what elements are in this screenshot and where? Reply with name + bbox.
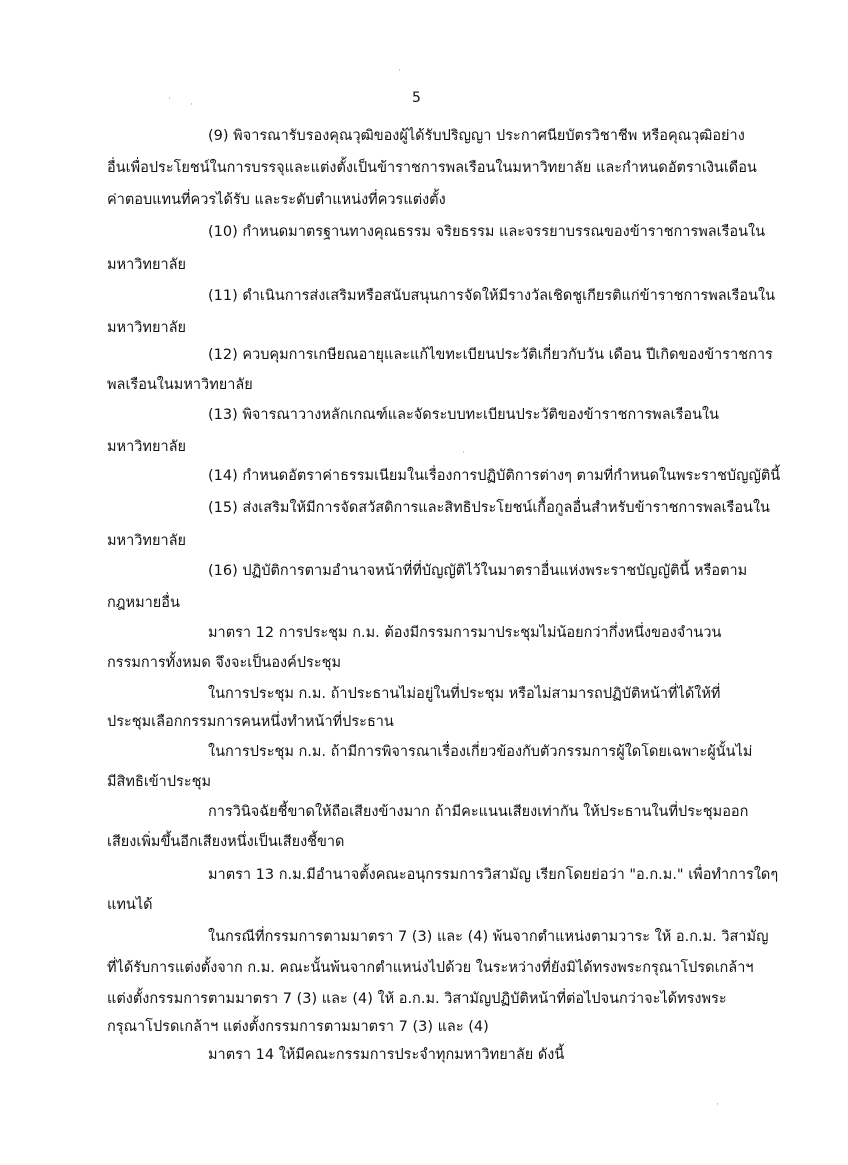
text-line: (16) ปฏิบัติการตามอำนาจหน้าที่ที่บัญญัติไว้ในมาตราอื่นแห่งพระราชบัญญัตินี้ หรือตาม [208,563,748,579]
text-line: มาตรา 13 ก.ม.มีอำนาจตั้งคณะอนุกรรมการวิสามัญ เรียกโดยย่อว่า "อ.ก.ม." เพื่อทำการใดๆ [208,867,779,883]
scan-speck: · [190,100,193,110]
scan-speck: · [462,448,465,458]
text-line: ที่ได้รับการแต่งตั้งจาก ก.ม. คณะนั้นพ้นจากตำแหน่งไปด้วย ในระหว่างที่ยังมิได้ทรงพระกรุณาโปรดเกล้าฯ [107,960,754,976]
text-line: มหาวิทยาลัย [107,257,186,273]
text-line: (12) ควบคุมการเกษียณอายุและแก้ไขทะเบียนประวัติเกี่ยวกับวัน เดือน ปีเกิดของข้าราชการ [208,347,773,363]
text-line: ในกรณีที่กรรมการตามมาตรา 7 (3) และ (4) พ้นจากตำแหน่งตามวาระ ให้ อ.ก.ม. วิสามัญ [208,929,769,945]
text-line: มาตรา 14 ให้มีคณะกรรมการประจำทุกมหาวิทยาลัย ดังนี้ [208,1047,565,1063]
text-line: ในการประชุม ก.ม. ถ้าประธานไม่อยู่ในที่ประชุม หรือไม่สามารถปฏิบัติหน้าที่ได้ให้ที่ [208,686,721,702]
text-line: ในการประชุม ก.ม. ถ้ามีการพิจารณาเรื่องเกี่ยวข้องกับตัวกรรมการผู้ใดโดยเฉพาะผู้นั้นไม่ [208,744,753,760]
text-line: (10) กำหนดมาตรฐานทางคุณธรรม จริยธรรม และจรรยาบรรณของข้าราชการพลเรือนใน [208,224,766,240]
text-line: แทนได้ [107,897,153,913]
text-line: (9) พิจารณารับรองคุณวุฒิของผู้ได้รับปริญญา ประกาศนียบัตรวิชาชีพ หรือคุณวุฒิอย่าง [208,128,745,144]
text-line: (13) พิจารณาวางหลักเกณฑ์และจัดระบบทะเบียนประวัติของข้าราชการพลเรือนใน [208,407,719,423]
text-line: (14) กำหนดอัตราค่าธรรมเนียมในเรื่องการปฏิบัติการต่างๆ ตามที่กำหนดในพระราชบัญญัตินี้ [208,468,781,484]
text-line: มหาวิทยาลัย [107,533,186,549]
text-line: (11) ดำเนินการส่งเสริมหรือสนับสนุนการจัดให้มีรางวัลเชิดชูเกียรติแก่ข้าราชการพลเรือนใน [208,288,776,304]
text-line: การวินิจฉัยชี้ขาดให้ถือเสียงข้างมาก ถ้ามีคะแนนเสียงเท่ากัน ให้ประธานในที่ประชุมออก [208,804,749,820]
scan-speck: · [716,1100,719,1110]
text-line: (15) ส่งเสริมให้มีการจัดสวัสดิการและสิทธิประโยชน์เกื้อกูลอื่นสำหรับข้าราชการพลเรือนใน [208,500,770,516]
text-line: กรรมการทั้งหมด จึงจะเป็นองค์ประชุม [107,655,342,671]
text-line: ค่าตอบแทนที่ควรได้รับ และระดับตำแหน่งที่ควรแต่งตั้ง [107,192,446,208]
text-line: มีสิทธิเข้าประชุม [107,774,212,790]
text-line: อื่นเพื่อประโยชน์ในการบรรจุและแต่งตั้งเป็นข้าราชการพลเรือนในมหาวิทยาลัย และกำหนดอัตราเงินเดือน [107,160,757,176]
text-line: กรุณาโปรดเกล้าฯ แต่งตั้งกรรมการตามมาตรา 7 (3) และ (4) [107,1019,489,1035]
text-line: มหาวิทยาลัย [107,439,186,455]
page-number: 5 [412,90,421,106]
text-line: พลเรือนในมหาวิทยาลัย [107,377,253,393]
text-line: มหาวิทยาลัย [107,320,186,336]
text-line: ประชุมเลือกกรรมการคนหนึ่งทำหน้าที่ประธาน [107,714,394,730]
text-line: เสียงเพิ่มขึ้นอีกเสียงหนึ่งเป็นเสียงชี้ขาด [107,834,345,850]
scan-speck: · [398,66,401,76]
text-line: มาตรา 12 การประชุม ก.ม. ต้องมีกรรมการมาประชุมไม่น้อยกว่ากึ่งหนึ่งของจำนวน [208,625,722,641]
text-line: กฎหมายอื่น [107,595,180,611]
text-line: แต่งตั้งกรรมการตามมาตรา 7 (3) และ (4) ให้ อ.ก.ม. วิสามัญปฏิบัติหน้าที่ต่อไปจนกว่าจะได้ทรงพระ [107,991,727,1007]
scan-speck: · [168,94,171,104]
